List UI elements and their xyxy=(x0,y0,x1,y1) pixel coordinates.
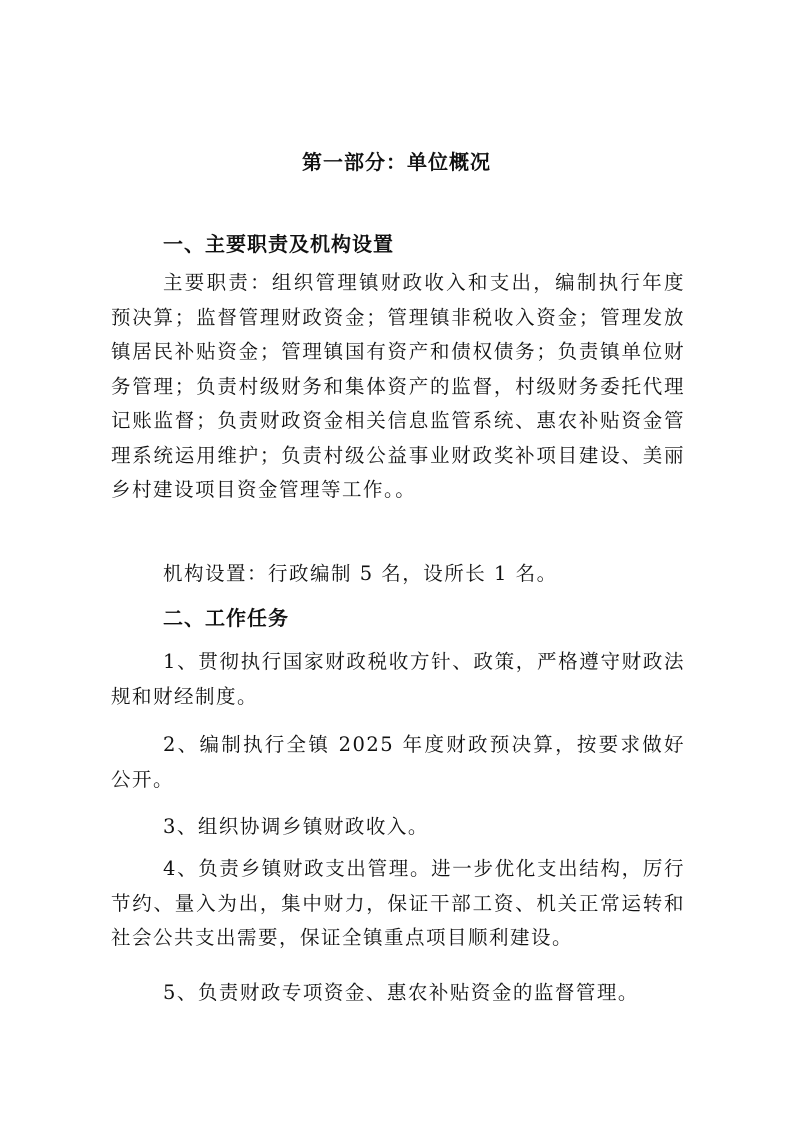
task-item-2: 2、编制执行全镇 2025 年度财政预决算，按要求做好公开。 xyxy=(111,733,685,791)
duties-paragraph: 主要职责：组织管理镇财政收入和支出，编制执行年度预决算；监督管理财政资金；管理镇非税收入资金；管理发放镇居民补贴资金；管理镇国有资产和债权债务；负责镇单位财务管理；负责村级财务和集体资产的监督，村级财务委托代理记账监督；负责财政资金相关信息监管系统、惠农补贴资金管理系统运用维护；负责村级公益事业财政奖补项目建设、美丽乡村建设项目资金管理等工作。。 xyxy=(111,271,685,501)
section-heading-tasks: 二、工作任务 xyxy=(163,606,289,630)
task-item-1: 1、贯彻执行国家财政税收方针、政策，严格遵守财政法规和财经制度。 xyxy=(111,650,685,708)
section-heading-duties: 一、主要职责及机构设置 xyxy=(163,232,394,256)
page-title: 第一部分：单位概况 xyxy=(302,150,491,174)
task-item-3: 3、组织协调乡镇财政收入。 xyxy=(163,815,429,838)
task-item-4: 4、负责乡镇财政支出管理。进一步优化支出结构，厉行节约、量入为出，集中财力，保证干部工资、机关正常运转和社会公共支出需要，保证全镇重点项目顺利建设。 xyxy=(111,857,685,949)
task-item-5: 5、负责财政专项资金、惠农补贴资金的监督管理。 xyxy=(163,981,639,1004)
org-paragraph: 机构设置：行政编制 5 名，设所长 1 名。 xyxy=(163,562,558,585)
